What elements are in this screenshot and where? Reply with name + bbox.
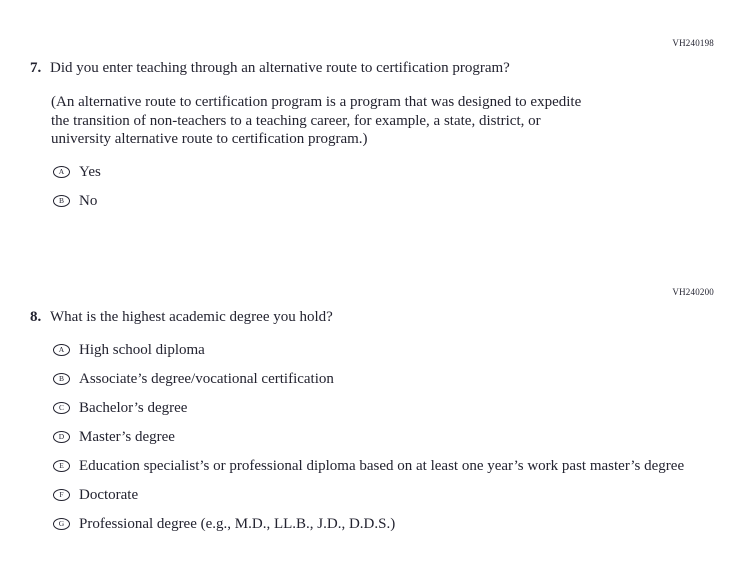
answer-bubble-icon[interactable] [53, 518, 70, 530]
bubble-letter: F [59, 489, 64, 499]
question-note: (An alternative route to certification program is a program that was designed to expedite the transition of non-teachers to a teaching career, for example, a state, district, or university alternative route to certification program.) [51, 94, 582, 147]
question-heading [30, 308, 714, 327]
answer-option[interactable] [53, 515, 714, 534]
answer-option[interactable] [53, 192, 714, 211]
question-8 [0, 287, 729, 534]
bubble-letter: E [59, 460, 64, 470]
question-text: What is the highest academic degree you hold? [50, 308, 333, 325]
question-text: Did you enter teaching through an alternative route to certification program? [50, 60, 510, 76]
bubble-letter: B [58, 195, 64, 205]
answer-option-label: Professional degree (e.g., M.D., LL.B., J.D., D.D.S.) [79, 515, 396, 532]
answer-bubble-icon[interactable] [53, 489, 70, 501]
answer-bubble-icon[interactable] [53, 195, 70, 207]
bubble-letter: D [58, 431, 65, 441]
options-list [53, 163, 714, 211]
bubble-letter: A [58, 166, 65, 176]
answer-option[interactable] [53, 163, 714, 182]
question-heading [30, 59, 714, 78]
item-code: VH240200 [672, 286, 714, 297]
options-list [53, 341, 714, 534]
bubble-letter: B [58, 373, 64, 383]
answer-option[interactable] [53, 370, 714, 389]
answer-option-label: Associate’s degree/vocational certification [79, 370, 334, 387]
item-code: VH240198 [672, 38, 714, 48]
answer-option-label: High school diploma [79, 341, 205, 358]
answer-option-label: Education specialist’s or professional diploma based on at least one year’s work past master’s degree [79, 457, 685, 474]
bubble-letter: G [58, 518, 65, 528]
answer-option-label: Yes [79, 163, 101, 180]
answer-bubble-icon[interactable] [53, 344, 70, 356]
answer-option-label: Master’s degree [79, 428, 175, 445]
answer-option[interactable] [53, 486, 714, 505]
answer-option-label: Bachelor’s degree [79, 399, 188, 416]
answer-bubble-icon[interactable] [53, 460, 70, 472]
question-7 [0, 0, 729, 211]
answer-option[interactable] [53, 428, 714, 447]
answer-option-label: Doctorate [79, 486, 139, 503]
answer-bubble-icon[interactable] [53, 373, 70, 385]
answer-option[interactable] [53, 399, 714, 418]
question-number: 7. [30, 60, 42, 76]
answer-option[interactable] [53, 457, 714, 476]
answer-bubble-icon[interactable] [53, 402, 70, 414]
bubble-letter: A [58, 344, 65, 354]
bubble-letter: C [58, 402, 64, 412]
answer-option[interactable] [53, 341, 714, 360]
answer-bubble-icon[interactable] [53, 431, 70, 443]
answer-bubble-icon[interactable] [53, 166, 70, 178]
answer-option-label: No [79, 192, 98, 209]
question-number: 8. [30, 308, 42, 325]
